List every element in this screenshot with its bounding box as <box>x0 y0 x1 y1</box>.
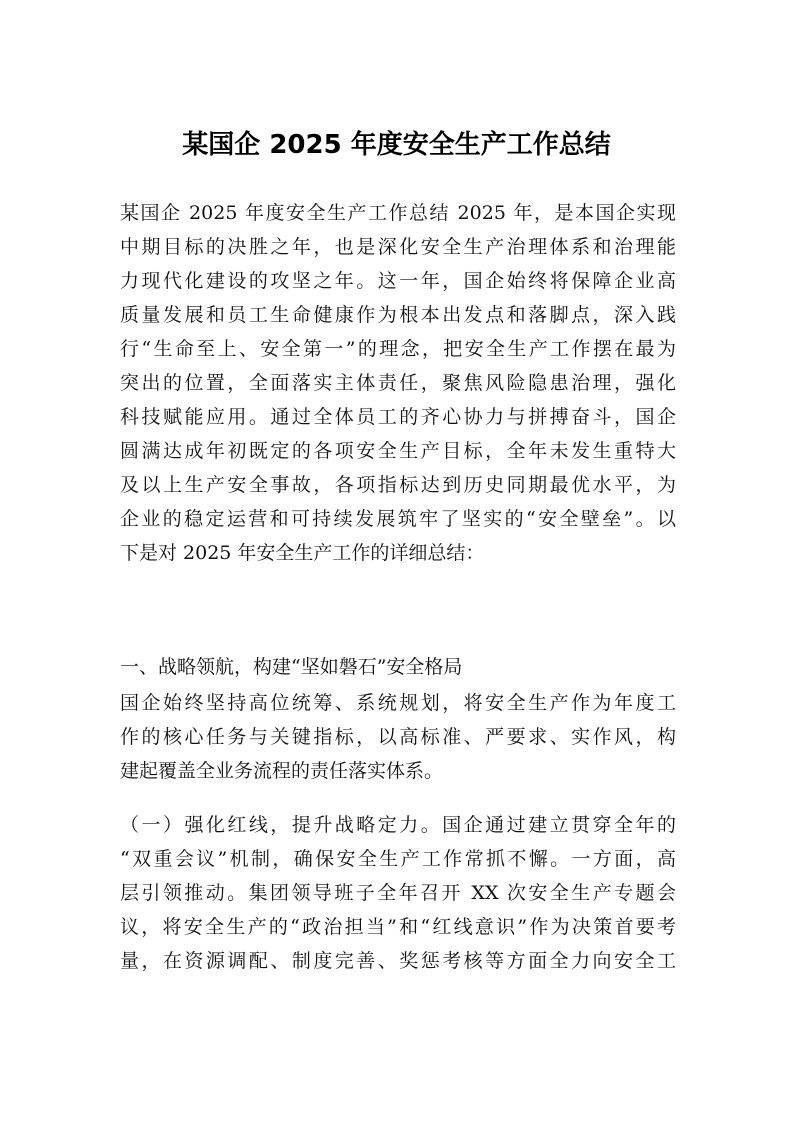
section-heading <box>120 650 676 684</box>
subsection-paragraph <box>120 808 676 978</box>
intro-line: 及以上生产安全事故，各项指标达到历史同期最优水平，为 <box>120 474 676 496</box>
intro-line: 某国企 2025 年度安全生产工作总结 2025 年，是本国企实现 <box>120 202 676 224</box>
intro-line: 企业的稳定运营和可持续发展筑牢了坚实的“安全壁垒”。以 <box>120 508 676 530</box>
intro-line: 圆满达成年初既定的各项安全生产目标，全年未发生重特大 <box>120 440 676 462</box>
intro-line: 行“生命至上、安全第一”的理念，把安全生产工作摆在最为 <box>120 338 676 360</box>
section-heading-text: 一、战略领航，构建“坚如磐石”安全格局 <box>120 656 463 678</box>
intro-line: 中期目标的决胜之年，也是深化安全生产治理体系和治理能 <box>120 236 676 258</box>
intro-line: 下是对 2025 年安全生产工作的详细总结： <box>120 542 485 564</box>
intro-line: 力现代化建设的攻坚之年。这一年，国企始终将保障企业高 <box>120 270 676 292</box>
document-title: 某国企 2025 年度安全生产工作总结 <box>182 130 611 160</box>
section-line: 建起覆盖全业务流程的责任落实体系。 <box>120 760 444 782</box>
section-paragraph <box>120 686 676 788</box>
section-line: 国企始终坚持高位统筹、系统规划，将安全生产作为年度工 <box>120 692 676 714</box>
intro-line: 突出的位置，全面落实主体责任，聚焦风险隐患治理，强化 <box>120 372 676 394</box>
subsection-line: 层引领推动。集团领导班子全年召开 XX 次安全生产专题会 <box>120 882 676 904</box>
subsection-line: 议，将安全生产的“政治担当”和“红线意识”作为决策首要考 <box>120 916 676 938</box>
intro-line: 科技赋能应用。通过全体员工的齐心协力与拼搏奋斗，国企 <box>120 406 676 428</box>
subsection-line: 量，在资源调配、制度完善、奖惩考核等方面全力向安全工 <box>120 950 676 972</box>
subsection-line: “双重会议”机制，确保安全生产工作常抓不懈。一方面，高 <box>120 848 676 870</box>
intro-paragraph <box>120 196 676 570</box>
subsection-line: （一）强化红线，提升战略定力。国企通过建立贯穿全年的 <box>120 814 676 836</box>
section-line: 作的核心任务与关键指标，以高标准、严要求、实作风，构 <box>120 726 676 748</box>
intro-line: 质量发展和员工生命健康作为根本出发点和落脚点，深入践 <box>120 304 676 326</box>
